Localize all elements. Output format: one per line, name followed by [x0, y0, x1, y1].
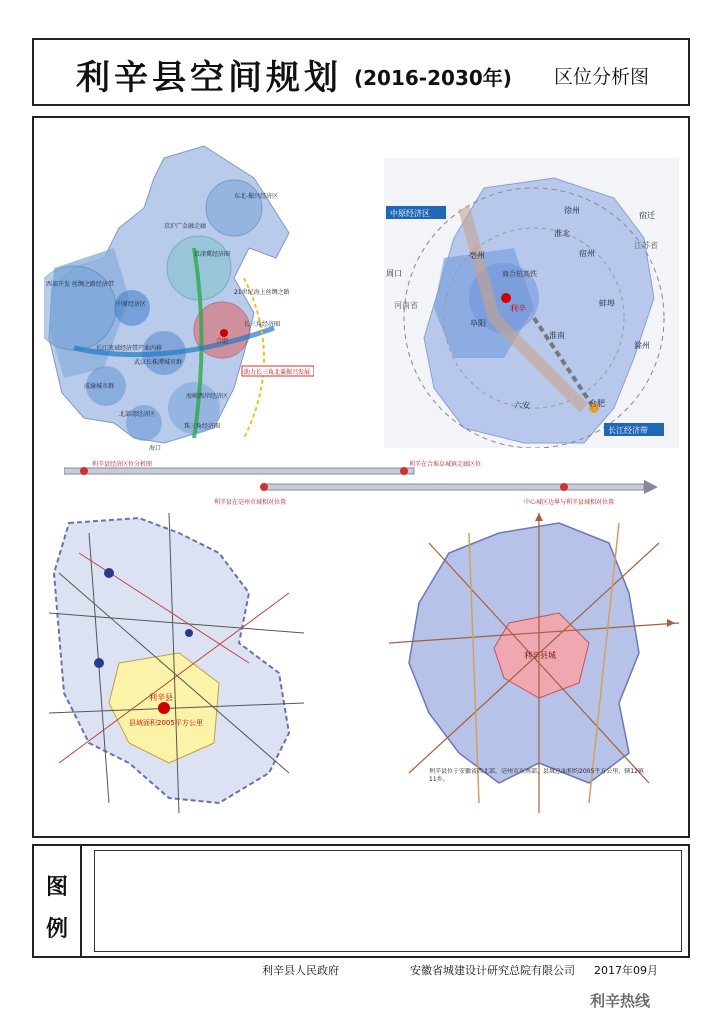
- label-beibu: 北部湾经济区: [119, 411, 156, 418]
- label-lixin: 利辛: [510, 304, 526, 313]
- label-chuzhou: 滁州: [634, 341, 650, 350]
- label-central: 中原经济区: [116, 301, 147, 308]
- label-northeast: 东北-振兴经济区: [234, 193, 279, 200]
- label-suzhou: 宿州: [579, 249, 595, 258]
- label-xuzhou: 徐州: [564, 206, 580, 215]
- label-chengyu: 成渝城市群: [84, 383, 115, 390]
- city-lixin-label: 利辛县: [149, 693, 173, 702]
- legend-char-1: 图: [46, 874, 69, 900]
- label-delta: 长三角经济圈: [244, 321, 281, 328]
- county-boundary-map: [389, 513, 679, 813]
- maps-panel: [32, 116, 690, 838]
- label-pearl: 珠三角经济圈: [184, 423, 221, 430]
- label-zone: 中原经济区: [390, 209, 430, 218]
- label-bozhou: 亳州: [469, 251, 485, 260]
- label-yangtze: 长江流域经济带产业内移: [96, 345, 163, 352]
- label-luan: 六安: [514, 401, 530, 410]
- footer: [32, 958, 686, 980]
- city-area-note: 县域面积2005平方公里: [129, 719, 203, 727]
- label-jiangsu: 江苏省: [634, 241, 658, 250]
- title-subtitle: 区位分析图: [554, 66, 650, 88]
- label-west: 西部开发 丝绸之路经济带: [46, 281, 114, 288]
- label-hefei: 合肥: [589, 399, 605, 408]
- footer-government: 利辛县人民政府: [262, 964, 339, 977]
- label-huaibei: 淮北: [554, 229, 570, 238]
- city-location-map: [49, 513, 304, 813]
- legend-char-2: 例: [46, 916, 69, 942]
- axis-label-3: 利辛在合淮阜城镇走廊区位: [409, 461, 482, 468]
- label-hefei: 合肥: [216, 338, 229, 345]
- axis-label-4: 中心城区边界与利辛县域相对位置: [524, 499, 615, 506]
- axis-label-2: 利辛县在亳州市域相对位置: [214, 499, 287, 506]
- label-axis: 商合杭高铁: [502, 270, 537, 278]
- label-fujian: 海峡西岸经济区: [186, 393, 229, 400]
- title-years: (2016-2030年): [354, 66, 512, 90]
- watermark: 利辛热线: [590, 992, 651, 1010]
- axis-label-1: 利辛县经济区位分析图: [92, 461, 153, 468]
- title-block: [32, 38, 690, 106]
- label-corridor: 长江经济带: [608, 426, 648, 435]
- label-suqian: 宿迁: [639, 211, 655, 220]
- national-location-map: [44, 138, 314, 458]
- label-wuhan: 武汉长株潭城市群: [134, 359, 183, 366]
- legend-label-column: [34, 846, 82, 956]
- regional-corridor-map: [384, 158, 679, 448]
- county-description: 利辛县位于安徽省西北部，亳州市东南部，县域总面积约2005平方公里，辖12镇11乡。: [429, 768, 644, 783]
- page-title: 利辛县空间规划: [76, 58, 342, 98]
- label-beijing: 京津冀经济圈: [194, 251, 231, 258]
- label-bengbu: 蚌埠: [599, 299, 615, 308]
- label-red-note: 助力长三角北翼振兴发展: [244, 369, 311, 376]
- footer-date: 2017年09月: [594, 964, 658, 977]
- footer-institute: 安徽省城建设计研究总院有限公司: [410, 964, 575, 977]
- label-zhoukou: 周口: [386, 269, 402, 278]
- legend-panel: [32, 844, 690, 958]
- county-center-label: 利辛县城: [524, 651, 556, 660]
- analysis-axis: [64, 458, 664, 508]
- label-jingshen: 京沪广金融走廊: [164, 223, 207, 230]
- label-silk: 21世纪海上丝绸之路: [234, 289, 290, 296]
- label-haikou: 海口: [149, 445, 162, 452]
- label-henan: 河南省: [394, 301, 418, 310]
- label-huainan: 淮南: [549, 331, 565, 340]
- legend-content-frame: [94, 850, 682, 952]
- label-fuyang: 阜阳: [470, 319, 486, 328]
